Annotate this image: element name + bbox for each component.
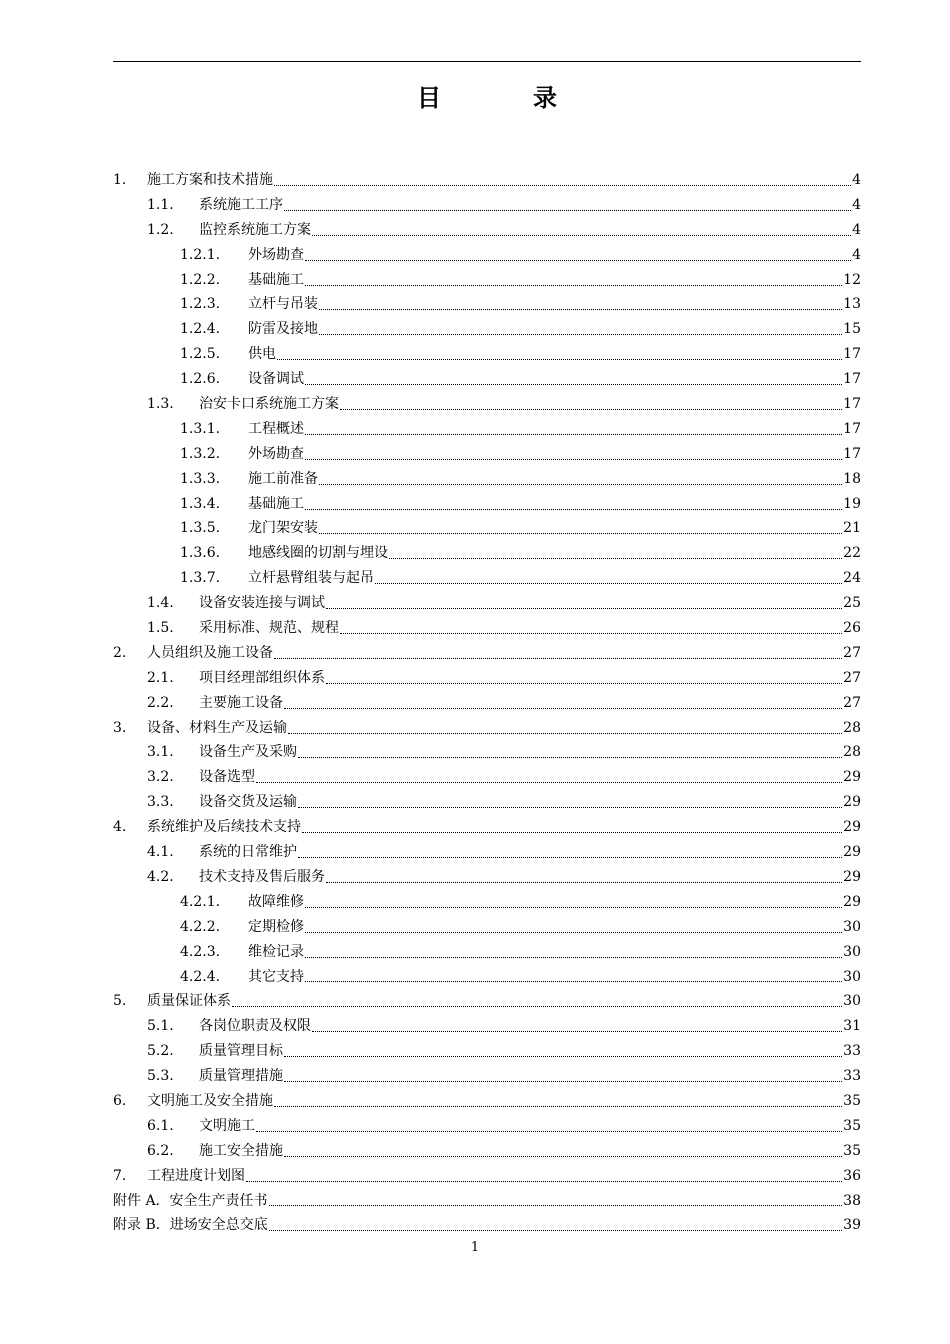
toc-entry-label: 施工前准备 bbox=[248, 470, 318, 487]
toc-leader-dots bbox=[305, 907, 842, 908]
toc-leader-dots bbox=[326, 683, 842, 684]
toc-entry-number: 1.3.5. bbox=[180, 520, 221, 537]
toc-entry-number: 1.1. bbox=[147, 196, 174, 213]
toc-entry[interactable] bbox=[113, 243, 861, 268]
toc-entry-number: 1.3.2. bbox=[180, 445, 221, 462]
toc-entry-page: 35 bbox=[843, 1142, 861, 1159]
toc-leader-dots bbox=[256, 782, 842, 783]
toc-entry-number: 1.3.6. bbox=[180, 545, 221, 562]
toc-leader-dots bbox=[284, 210, 851, 211]
toc-entry-page: 38 bbox=[843, 1192, 861, 1209]
toc-entry-number: 1.2.1. bbox=[180, 246, 221, 263]
toc-entry[interactable] bbox=[113, 168, 861, 193]
toc-entry[interactable] bbox=[113, 765, 861, 790]
toc-entry-label: 工程概述 bbox=[248, 420, 304, 437]
toc-entry[interactable] bbox=[113, 317, 861, 342]
toc-entry-page: 17 bbox=[843, 396, 861, 413]
toc-leader-dots bbox=[326, 882, 842, 883]
toc-entry[interactable] bbox=[113, 392, 861, 417]
toc-entry-label: 附件 A．安全生产责任书 bbox=[113, 1192, 268, 1209]
toc-entry-number: 1.3.1. bbox=[180, 420, 221, 437]
toc-entry-label: 人员组织及施工设备 bbox=[147, 644, 273, 661]
toc-entry[interactable] bbox=[113, 417, 861, 442]
table-of-contents bbox=[113, 168, 861, 1238]
toc-entry[interactable] bbox=[113, 1189, 861, 1214]
toc-leader-dots bbox=[274, 658, 842, 659]
toc-leader-dots bbox=[319, 533, 842, 534]
toc-entry[interactable] bbox=[113, 268, 861, 293]
toc-entry-label: 外场勘查 bbox=[248, 246, 304, 263]
toc-entry-page: 4 bbox=[852, 172, 861, 188]
toc-leader-dots bbox=[256, 1131, 842, 1132]
toc-entry[interactable] bbox=[113, 1164, 861, 1189]
toc-entry-number: 2.2. bbox=[147, 694, 174, 711]
toc-entry-number: 5.2. bbox=[147, 1043, 174, 1060]
toc-leader-dots bbox=[232, 1006, 842, 1007]
toc-entry[interactable] bbox=[113, 940, 861, 965]
toc-entry-number: 1.2. bbox=[147, 221, 174, 238]
toc-entry-label: 系统施工工序 bbox=[199, 196, 283, 213]
toc-entry-number: 2.1. bbox=[147, 669, 174, 686]
toc-entry-number: 3.2. bbox=[147, 769, 174, 786]
toc-entry-page: 27 bbox=[843, 694, 861, 711]
toc-entry[interactable] bbox=[113, 442, 861, 467]
toc-entry-page: 28 bbox=[843, 744, 861, 761]
toc-leader-dots bbox=[319, 484, 842, 485]
toc-entry-label: 龙门架安装 bbox=[248, 520, 318, 537]
toc-entry-number: 4.2. bbox=[147, 868, 174, 885]
toc-entry-page: 21 bbox=[843, 520, 861, 537]
toc-leader-dots bbox=[389, 558, 842, 559]
toc-leader-dots bbox=[305, 509, 842, 510]
toc-leader-dots bbox=[298, 757, 842, 758]
toc-leader-dots bbox=[305, 459, 842, 460]
toc-entry-label: 系统的日常维护 bbox=[199, 844, 297, 861]
toc-entry[interactable] bbox=[113, 193, 861, 218]
toc-leader-dots bbox=[302, 832, 842, 833]
toc-entry-number: 4.2.4. bbox=[180, 968, 221, 985]
toc-entry-number: 7. bbox=[113, 1167, 127, 1184]
toc-entry-number: 4.1. bbox=[147, 844, 174, 861]
toc-entry-number: 1.3.3. bbox=[180, 470, 221, 487]
toc-entry-label: 设备调试 bbox=[248, 371, 304, 388]
toc-entry[interactable] bbox=[113, 492, 861, 517]
toc-entry-page: 35 bbox=[843, 1092, 861, 1109]
toc-entry[interactable] bbox=[113, 516, 861, 541]
toc-entry-number: 1. bbox=[113, 172, 127, 188]
toc-entry[interactable] bbox=[113, 790, 861, 815]
toc-entry-label: 工程进度计划图 bbox=[147, 1167, 245, 1184]
toc-entry-label: 质量保证体系 bbox=[147, 993, 231, 1010]
toc-entry[interactable] bbox=[113, 566, 861, 591]
toc-entry[interactable] bbox=[113, 716, 861, 741]
toc-entry-label: 设备生产及采购 bbox=[199, 744, 297, 761]
toc-entry-number: 3.1. bbox=[147, 744, 174, 761]
toc-entry-page: 12 bbox=[843, 271, 861, 288]
toc-entry[interactable] bbox=[113, 591, 861, 616]
toc-leader-dots bbox=[319, 309, 842, 310]
toc-entry[interactable] bbox=[113, 1039, 861, 1064]
toc-entry-page: 29 bbox=[843, 794, 861, 811]
toc-entry-label: 立杆与吊装 bbox=[248, 296, 318, 313]
toc-entry[interactable] bbox=[113, 666, 861, 691]
toc-leader-dots bbox=[305, 384, 842, 385]
toc-entry-label: 故障维修 bbox=[248, 893, 304, 910]
toc-entry-label: 其它支持 bbox=[248, 968, 304, 985]
toc-entry-label: 外场勘查 bbox=[248, 445, 304, 462]
toc-entry-page: 33 bbox=[843, 1043, 861, 1060]
toc-leader-dots bbox=[305, 260, 851, 261]
toc-entry[interactable] bbox=[113, 292, 861, 317]
toc-entry-number: 1.5. bbox=[147, 620, 174, 637]
toc-entry-number: 1.4. bbox=[147, 595, 174, 612]
toc-leader-dots bbox=[305, 957, 842, 958]
toc-entry-label: 施工安全措施 bbox=[199, 1142, 283, 1159]
toc-entry[interactable] bbox=[113, 691, 861, 716]
toc-leader-dots bbox=[340, 409, 842, 410]
toc-entry-label: 技术支持及售后服务 bbox=[199, 868, 325, 885]
toc-entry-page: 19 bbox=[843, 495, 861, 512]
toc-entry[interactable] bbox=[113, 342, 861, 367]
toc-entry-label: 文明施工及安全措施 bbox=[147, 1092, 273, 1109]
toc-entry-page: 18 bbox=[843, 470, 861, 487]
toc-entry-label: 设备、材料生产及运输 bbox=[147, 719, 287, 736]
toc-entry-page: 17 bbox=[843, 445, 861, 462]
toc-entry-number: 1.2.6. bbox=[180, 371, 221, 388]
toc-entry-page: 30 bbox=[843, 993, 861, 1010]
toc-leader-dots bbox=[298, 857, 842, 858]
toc-entry-page: 29 bbox=[843, 769, 861, 786]
toc-entry-number: 3. bbox=[113, 719, 127, 736]
header-rule bbox=[113, 61, 861, 62]
toc-entry-number: 6. bbox=[113, 1092, 127, 1109]
toc-entry-label: 设备交货及运输 bbox=[199, 794, 297, 811]
toc-leader-dots bbox=[277, 359, 842, 360]
toc-entry-label: 基础施工 bbox=[248, 271, 304, 288]
toc-entry-label: 立杆悬臂组装与起吊 bbox=[248, 570, 374, 587]
toc-entry[interactable] bbox=[113, 840, 861, 865]
toc-entry-page: 17 bbox=[843, 371, 861, 388]
toc-entry-number: 4.2.3. bbox=[180, 943, 221, 960]
toc-entry-number: 1.2.5. bbox=[180, 346, 221, 363]
toc-leader-dots bbox=[319, 334, 842, 335]
toc-entry-label: 系统维护及后续技术支持 bbox=[147, 819, 301, 836]
toc-leader-dots bbox=[305, 932, 842, 933]
toc-entry-page: 29 bbox=[843, 868, 861, 885]
toc-entry-page: 27 bbox=[843, 644, 861, 661]
toc-leader-dots bbox=[326, 608, 842, 609]
toc-entry-number: 4.2.2. bbox=[180, 918, 221, 935]
toc-leader-dots bbox=[274, 185, 851, 186]
toc-entry-page: 36 bbox=[843, 1167, 861, 1184]
toc-leader-dots bbox=[246, 1181, 842, 1182]
toc-entry-number: 5.3. bbox=[147, 1068, 174, 1085]
toc-entry[interactable] bbox=[113, 367, 861, 392]
toc-entry-page: 17 bbox=[843, 420, 861, 437]
toc-entry-label: 基础施工 bbox=[248, 495, 304, 512]
toc-entry-label: 定期检修 bbox=[248, 918, 304, 935]
toc-leader-dots bbox=[305, 981, 842, 982]
toc-entry-number: 6.2. bbox=[147, 1142, 174, 1159]
toc-entry-page: 4 bbox=[852, 221, 861, 238]
toc-entry[interactable] bbox=[113, 1064, 861, 1089]
toc-entry[interactable] bbox=[113, 1139, 861, 1164]
page-title: 目 录 bbox=[417, 83, 591, 112]
toc-entry-label: 采用标准、规范、规程 bbox=[199, 620, 339, 637]
toc-entry-label: 地感线圈的切割与埋设 bbox=[248, 545, 388, 562]
toc-entry[interactable] bbox=[113, 890, 861, 915]
toc-entry-number: 4.2.1. bbox=[180, 893, 221, 910]
toc-entry-number: 3.3. bbox=[147, 794, 174, 811]
toc-entry-label: 设备选型 bbox=[199, 769, 255, 786]
toc-entry-number: 5. bbox=[113, 993, 127, 1010]
toc-entry-page: 29 bbox=[843, 844, 861, 861]
toc-entry-page: 33 bbox=[843, 1068, 861, 1085]
toc-entry-page: 29 bbox=[843, 893, 861, 910]
toc-entry[interactable] bbox=[113, 218, 861, 243]
toc-entry-number: 4. bbox=[113, 819, 127, 836]
toc-entry-page: 24 bbox=[843, 570, 861, 587]
toc-entry-label: 质量管理措施 bbox=[199, 1068, 283, 1085]
toc-entry-label: 质量管理目标 bbox=[199, 1043, 283, 1060]
toc-entry-page: 22 bbox=[843, 545, 861, 562]
toc-entry-page: 39 bbox=[843, 1217, 861, 1234]
toc-entry-page: 28 bbox=[843, 719, 861, 736]
toc-entry[interactable] bbox=[113, 616, 861, 641]
toc-entry-page: 29 bbox=[843, 819, 861, 836]
toc-leader-dots bbox=[274, 1106, 842, 1107]
toc-entry-label: 项目经理部组织体系 bbox=[199, 669, 325, 686]
toc-entry-page: 30 bbox=[843, 968, 861, 985]
toc-leader-dots bbox=[284, 1081, 842, 1082]
toc-entry-label: 监控系统施工方案 bbox=[199, 221, 311, 238]
toc-entry[interactable] bbox=[113, 989, 861, 1014]
toc-entry-number: 1.3. bbox=[147, 396, 174, 413]
toc-entry-page: 4 bbox=[852, 196, 861, 213]
toc-entry-number: 1.3.7. bbox=[180, 570, 221, 587]
toc-leader-dots bbox=[284, 1056, 842, 1057]
toc-entry-number: 1.2.3. bbox=[180, 296, 221, 313]
toc-entry[interactable] bbox=[113, 865, 861, 890]
toc-entry-page: 15 bbox=[843, 321, 861, 338]
toc-entry-page: 30 bbox=[843, 943, 861, 960]
toc-entry[interactable] bbox=[113, 1014, 861, 1039]
toc-entry-page: 27 bbox=[843, 669, 861, 686]
toc-entry-label: 各岗位职责及权限 bbox=[199, 1018, 311, 1035]
toc-entry[interactable] bbox=[113, 965, 861, 990]
toc-entry-page: 30 bbox=[843, 918, 861, 935]
toc-entry-page: 26 bbox=[843, 620, 861, 637]
toc-leader-dots bbox=[305, 434, 842, 435]
toc-entry-page: 4 bbox=[852, 246, 861, 263]
toc-entry-label: 维检记录 bbox=[248, 943, 304, 960]
toc-entry-number: 1.2.2. bbox=[180, 271, 221, 288]
toc-entry-number: 1.2.4. bbox=[180, 321, 221, 338]
toc-entry[interactable] bbox=[113, 541, 861, 566]
toc-entry-label: 施工方案和技术措施 bbox=[147, 172, 273, 188]
toc-leader-dots bbox=[375, 583, 842, 584]
toc-entry-number: 5.1. bbox=[147, 1018, 174, 1035]
toc-leader-dots bbox=[312, 235, 851, 236]
toc-entry-label: 主要施工设备 bbox=[199, 694, 283, 711]
toc-entry-label: 设备安装连接与调试 bbox=[199, 595, 325, 612]
toc-leader-dots bbox=[269, 1205, 843, 1206]
toc-leader-dots bbox=[288, 733, 842, 734]
toc-entry[interactable] bbox=[113, 915, 861, 940]
toc-entry[interactable] bbox=[113, 1089, 861, 1114]
toc-entry-label: 供电 bbox=[248, 346, 276, 363]
toc-entry-number: 1.3.4. bbox=[180, 495, 221, 512]
page-number: 1 bbox=[470, 1240, 480, 1255]
toc-entry-page: 35 bbox=[843, 1117, 861, 1134]
toc-leader-dots bbox=[340, 633, 842, 634]
toc-entry-label: 文明施工 bbox=[199, 1117, 255, 1134]
toc-entry[interactable] bbox=[113, 641, 861, 666]
toc-entry[interactable] bbox=[113, 1213, 861, 1238]
toc-entry-page: 13 bbox=[843, 296, 861, 313]
toc-entry-label: 治安卡口系统施工方案 bbox=[199, 396, 339, 413]
toc-leader-dots bbox=[305, 285, 842, 286]
toc-entry-label: 防雷及接地 bbox=[248, 321, 318, 338]
toc-entry-number: 6.1. bbox=[147, 1117, 174, 1134]
toc-entry[interactable] bbox=[113, 467, 861, 492]
toc-entry-page: 17 bbox=[843, 346, 861, 363]
toc-entry-number: 2. bbox=[113, 644, 127, 661]
toc-entry-page: 31 bbox=[843, 1018, 861, 1035]
toc-entry[interactable] bbox=[113, 740, 861, 765]
toc-entry[interactable] bbox=[113, 815, 861, 840]
toc-leader-dots bbox=[298, 807, 842, 808]
toc-entry-page: 25 bbox=[843, 595, 861, 612]
toc-entry-label: 附录 B．进场安全总交底 bbox=[113, 1217, 268, 1234]
toc-entry[interactable] bbox=[113, 1114, 861, 1139]
toc-leader-dots bbox=[284, 708, 842, 709]
toc-leader-dots bbox=[269, 1230, 842, 1231]
toc-leader-dots bbox=[312, 1031, 842, 1032]
toc-leader-dots bbox=[284, 1156, 842, 1157]
